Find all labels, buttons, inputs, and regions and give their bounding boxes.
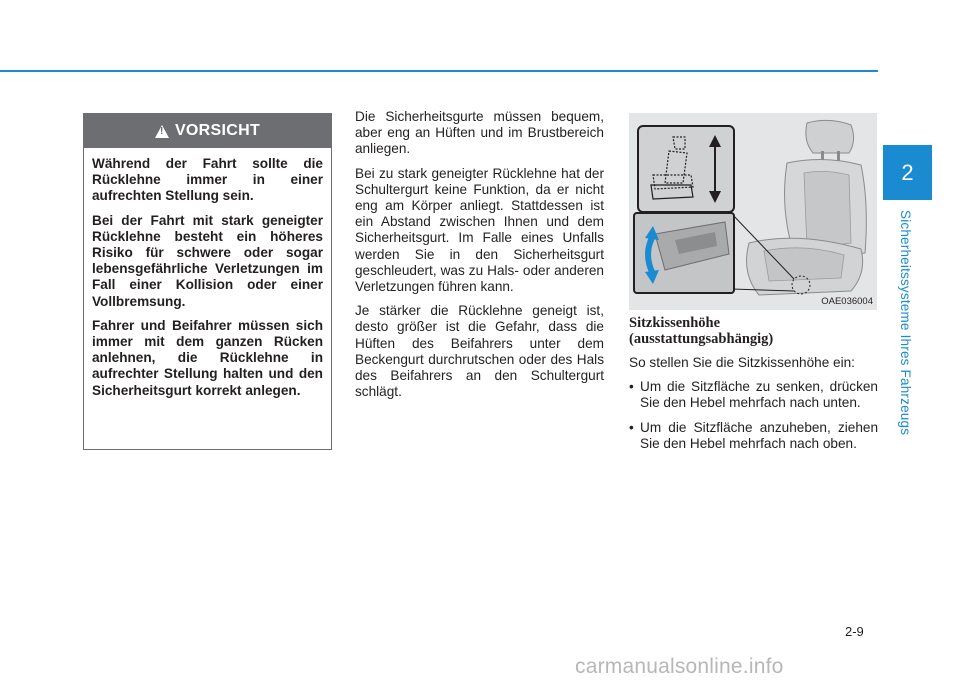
seat-outline-icon <box>639 127 733 211</box>
warning-header <box>84 114 331 148</box>
warning-box <box>83 113 332 450</box>
instruction-list <box>629 379 878 452</box>
middle-column <box>355 109 604 408</box>
section-heading-line1: Sitzkissenhöhe <box>629 315 721 331</box>
seat-illustration <box>629 113 877 310</box>
lever-arrow-icon <box>635 214 733 292</box>
list-item: • Um die Sitzfläche anzuheben, ziehen Sie den Hebel mehrfach nach oben. <box>629 420 878 452</box>
header-rule <box>0 70 878 72</box>
warning-paragraph: Bei der Fahrt mit stark geneigter Rücklehne besteht ein höheres Risiko für schwere oder sogar lebensgefährliche Verletzungen im Fall einer Kollision oder einer Vollbremsung. <box>92 212 323 309</box>
right-column <box>629 315 878 460</box>
warning-paragraph: Fahrer und Beifahrer müssen sich immer mit dem ganzen Rücken anlehnen, die Rücklehne in aufrechter Stellung halten und den Sicherheitsgurt korrekt anlegen. <box>92 317 323 398</box>
body-paragraph: Je stärker die Rücklehne geneigt ist, desto größer ist die Gefahr, dass die Hüften des Beifahrers unter dem Beckengurt durchrutschen oder des Hals des Beifahrers an den Schultergurt schlägt. <box>355 303 604 400</box>
warning-body <box>84 148 331 399</box>
body-paragraph: Die Sicherheitsgurte müssen bequem, aber eng an Hüften und im Brustbereich anliegen. <box>355 109 604 157</box>
chapter-number-tab: 2 <box>883 145 932 200</box>
lever-inset <box>633 212 735 294</box>
section-heading-line2: (ausstattungsabhängig) <box>629 331 774 347</box>
chapter-title: Sicherheitssysteme Ihres Fahrzeugs <box>898 210 913 436</box>
list-item: • Um die Sitzfläche zu senken, drücken Sie den Hebel mehrfach nach unten. <box>629 379 878 411</box>
seat-height-inset <box>637 125 735 213</box>
body-paragraph: Bei zu stark geneigter Rücklehne hat der Schultergurt keine Funktion, da er nicht eng am Körper anliegt. Stattdessen ist ein Abstand zwischen Ihnen und dem Sicherheitsgurt. Im Falle eines Unfalls werden Sie in den Sicherheitsgurt geschleudert, was zu Hals- oder anderen Verletzungen führen kann. <box>355 165 604 295</box>
page-number: 2-9 <box>845 624 864 639</box>
figure-code: OAE036004 <box>821 296 873 307</box>
warning-heading: VORSICHT <box>174 122 261 139</box>
section-heading <box>629 315 878 347</box>
section-intro: So stellen Sie die Sitzkissenhöhe ein: <box>629 355 855 370</box>
warning-paragraph: Während der Fahrt sollte die Rücklehne immer in einer aufrechten Stellung sein. <box>92 156 323 204</box>
warning-triangle-icon <box>155 125 169 138</box>
watermark: carmanualsonline.info <box>575 655 784 678</box>
